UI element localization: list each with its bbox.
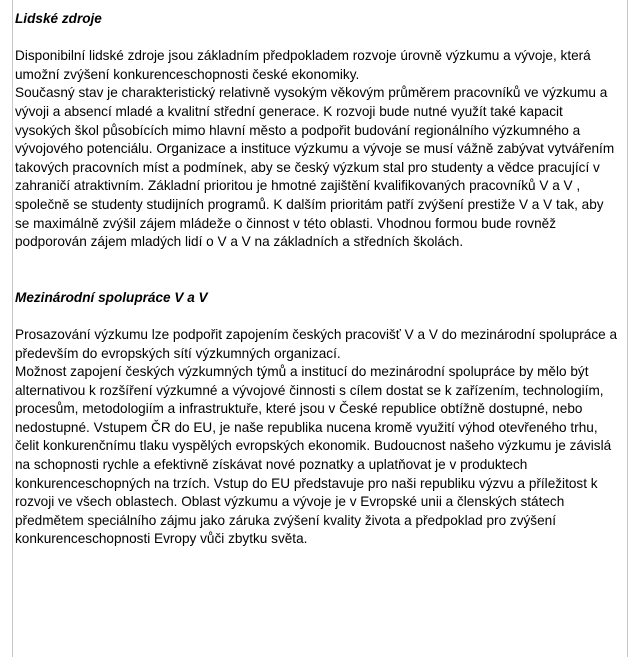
left-margin-line (12, 0, 13, 657)
paragraph: Současný stav je charakteristický relativně vysokým věkovým průměrem pracovníků ve výzkumu a vývoji a absencí mladé a kvalitní střední generace. K rozvoji bude nutné využít také kapacit vysokých škol působících mimo hlavní město a podpořit budování regionálního výzkumného a vývojového potenciálu. Organizace a instituce výzkumu a vývoje se musí vážně zabývat vytvářením takových pracovních míst a podmínek, aby se český výzkum stal pro studenty a vědce pracující v zahraničí atraktivním. Základní prioritou je hmotné zajištění kvalifikovaných pracovníků V a V , společně se studenty studijních programů. K dalším prioritám patří zvýšení prestiže V a V tak, aby se maximálně zvýšil zájem mládeže o činnost v této oblasti. Vhodnou formou bude rovněž podporován zájem mladých lidí o V a V na základních a středních školách. (15, 85, 615, 250)
paragraph: Možnost zapojení českých výzkumných týmů a institucí do mezinárodní spolupráce by mělo být alternativou k rozšíření výzkumné a vývojové činnosti s cílem dostat se k zařízením, technologiím, procesům, metodologiím a infrastruktuře, které jsou v České republice obtížně dostupné, nebo nedostupné. Vstupem ČR do EU, je naše republika nucena kromě využití výhod otevřeného trhu, čelit konkurenčnímu tlaku vyspělých evropských ekonomik. Budoucnost našeho výzkumu je závislá na schopnosti rychle a efektivně získávat nové poznatky a uplatňovat je v produktech konkurenceschopných na trzích. Vstup do EU představuje pro naši republiku výzvu a příležitost k rozvoji ve všech oblastech. Oblast výzkumu a vývoje je v Evropské unii a členských státech předmětem speciálního zájmu jako záruka zvýšení kvality života a předpoklad pro zvýšení konkurenceschopnosti Evropy vůči zbytku světa. (15, 364, 612, 547)
section-heading-international-cooperation: Mezinárodní spolupráce V a V (15, 289, 208, 305)
paragraph: Prosazování výzkumu lze podpořit zapojením českých pracovišť V a V do mezinárodní spolupráce a především do evropských sítí výzkumných organizací. (15, 326, 618, 361)
paragraph: Disponibilní lidské zdroje jsou základním předpokladem rozvoje úrovně výzkumu a vývoje, která umožní zvýšení konkurenceschopnosti české ekonomiky. (15, 48, 591, 82)
section-heading-human-resources: Lidské zdroje (15, 11, 102, 26)
right-margin-line (627, 0, 628, 657)
document-body (15, 10, 619, 549)
